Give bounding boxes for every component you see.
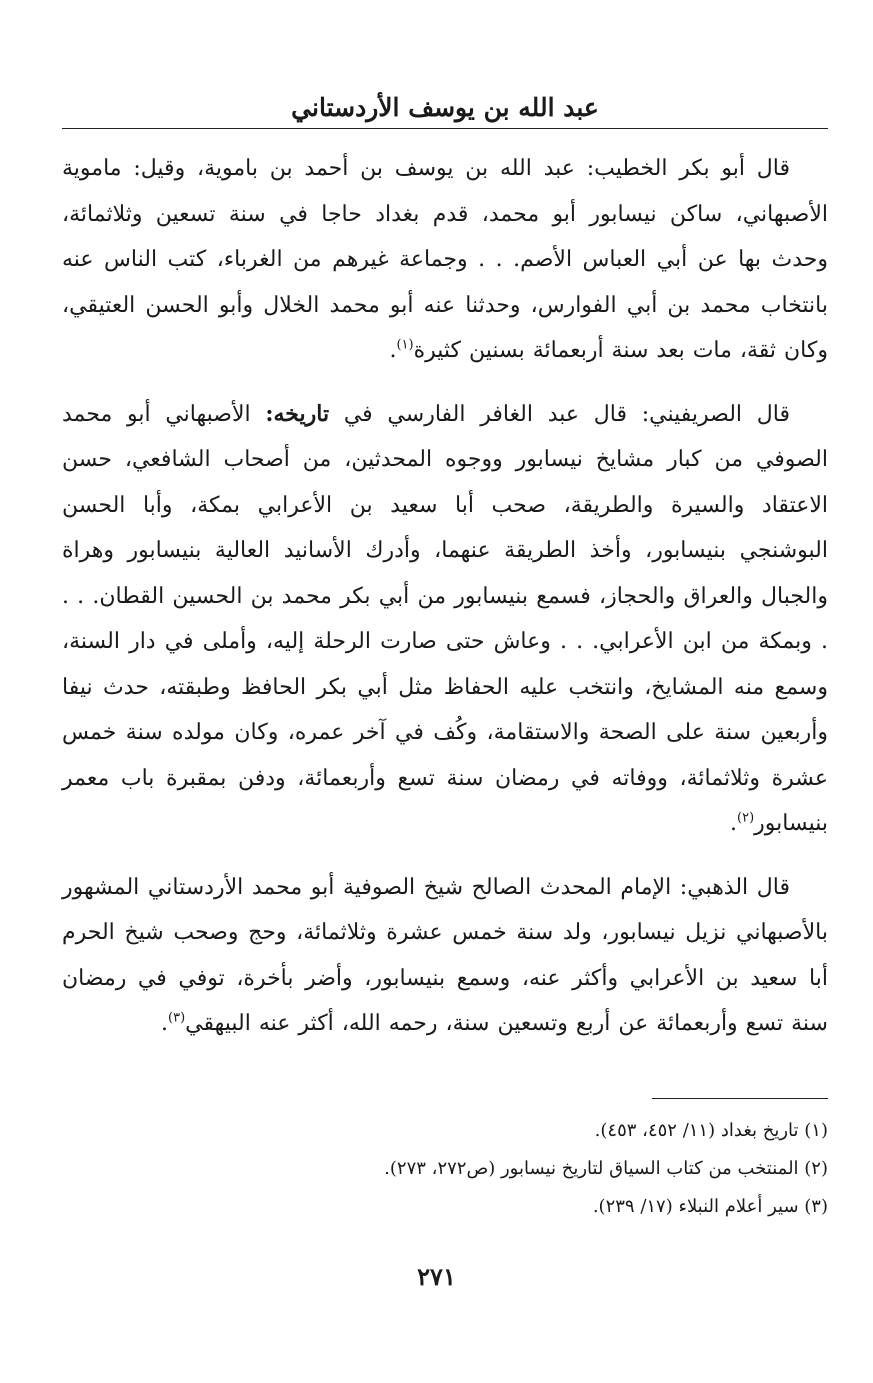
paragraph-al-dhahabi — [62, 865, 828, 1047]
footnotes — [62, 1112, 828, 1226]
running-header-title: عبد الله بن يوسف الأردستاني — [291, 93, 599, 122]
paragraph-text: قال أبو بكر الخطيب: عبد الله بن يوسف بن أحمد بن باموية، وقيل: ماموية الأصبهاني، ساكن نيسابور أبو محمد، قدم بغداد حاجا في سنة تسعين وثلاثمائة، وحدث بها عن أبي العباس الأصم. . . وجماعة غيرهم من الغرباء، كتب الناس عنه بانتخاب محمد بن أبي الفوارس، وحدثنا عنه أبو محمد الخلال وأبو الحسن العتيقي، وكان ثقة، مات بعد سنة أربعمائة بسنين كثيرة — [62, 156, 828, 363]
footnote-divider — [652, 1098, 828, 1099]
header-divider — [62, 128, 828, 129]
paragraph-end: . — [161, 1011, 169, 1036]
page-number: ٢٧١ — [417, 1262, 456, 1291]
paragraph-al-sarifini — [62, 392, 828, 847]
paragraph-end: . — [730, 811, 738, 836]
footnote-1: (١) تاريخ بغداد (١١/ ٤٥٢، ٤٥٣). — [594, 1120, 828, 1141]
book-title-bold: تاريخه: — [265, 400, 330, 427]
footnote-3: (٣) سير أعلام النبلاء (١٧/ ٢٣٩). — [592, 1196, 828, 1217]
paragraph-text: الأصبهاني أبو محمد الصوفي من كبار مشايخ نيسابور ووجوه المحدثين، من أصحاب الشافعي، حسن الاعتقاد والسيرة والطريقة، صحب أبا سعيد بن الأعرابي بمكة، وأبا الحسن البوشنجي بنيسابور، وأخذ الطريقة عنهما، وأدرك الأسانيد العالية بنيسابور وهراة والجبال والعراق والحجاز، فسمع بنيسابور من أبي بكر محمد بن الحسين القطان. . . . وبمكة من ابن الأعرابي. . . وعاش حتى صارت الرحلة إليه، وأملى في دار السنة، وسمع منه المشايخ، وانتخب عليه الحفاظ مثل أبي بكر الحافظ وطبقته، حدث نيفا وأربعين سنة على الصحة والاستقامة، وكُف في آخر عمره، وكان مولده سنة خمس عشرة وثلاثمائة، ووفاته في رمضان سنة تسع وأربعمائة، ودفن بمقبرة باب معمر بنيسابور — [62, 401, 828, 836]
footnote-marker: (٢) — [737, 810, 755, 826]
paragraph-end: . — [389, 338, 397, 363]
footnote-marker: (٣) — [168, 1010, 186, 1026]
paragraph-al-khatib — [62, 146, 828, 374]
footnote-2: (٢) المنتخب من كتاب السياق لتاريخ نيسابور (ص٢٧٢، ٢٧٣). — [384, 1158, 828, 1179]
paragraph-text: قال الذهبي: الإمام المحدث الصالح شيخ الصوفية أبو محمد الأردستاني المشهور بالأصبهاني نزيل نيسابور، ولد سنة خمس عشرة وثلاثمائة، وحج وصحب شيخ الحرم أبا سعيد بن الأعرابي وأكثر عنه، وسمع بنيسابور، وأضر بأخرة، توفي في رمضان سنة تسع وأربعمائة عن أربع وتسعين سنة، رحمه الله، أكثر عنه البيهقي — [62, 874, 828, 1036]
paragraph-lead: قال الصريفيني: قال عبد الغافر الفارسي في — [343, 401, 790, 427]
footnote-marker: (١) — [396, 337, 414, 353]
main-text — [62, 146, 828, 1065]
